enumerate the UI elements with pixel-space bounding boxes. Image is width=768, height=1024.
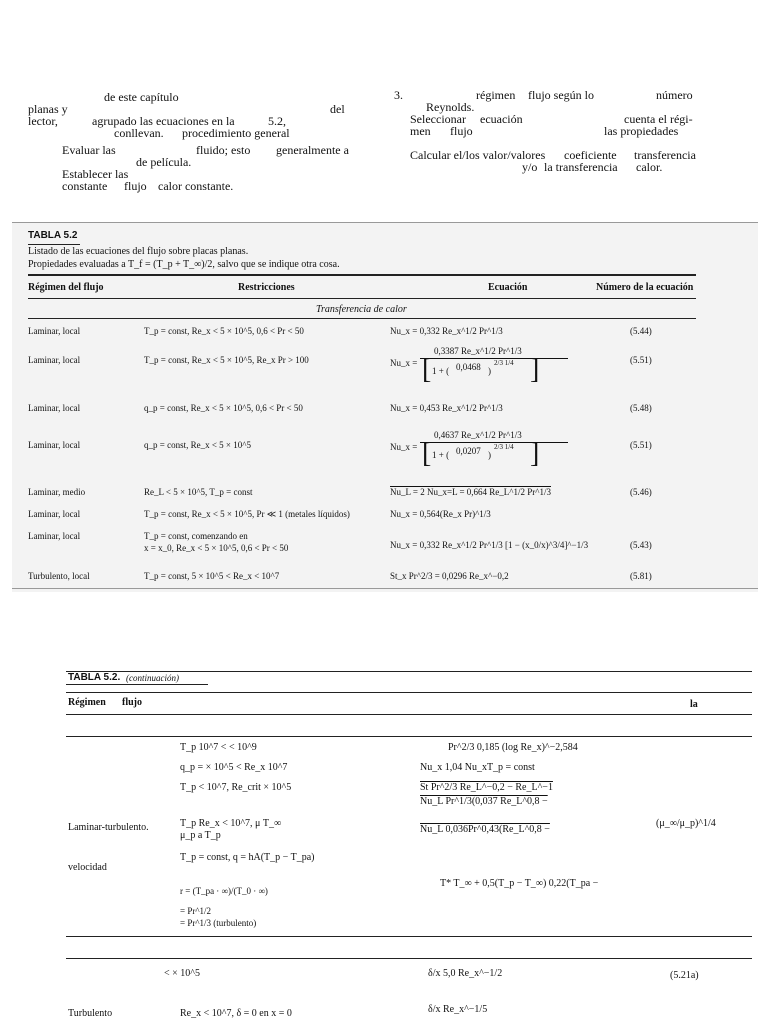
cell-regimen: Laminar, local (28, 403, 81, 413)
intro-text: planas y (28, 102, 68, 116)
cell-regimen: Laminar, local (28, 326, 81, 336)
cell-restricciones: T_p = const, Re_x < 5 × 10^5, 0,6 < Pr < 50 (144, 326, 304, 336)
cell-restricciones: r = (T_pa · ∞)/(T_0 · ∞) (180, 886, 268, 896)
column-header-regimen: Régimen del flujo (28, 282, 104, 293)
column-header-flujo: flujo (122, 697, 142, 708)
column-header-regimen: Régimen (68, 697, 106, 708)
cell-regimen: Laminar-turbulento. (68, 822, 149, 833)
cell-numero: (5.44) (630, 326, 652, 336)
cell-ecuacion: Nu_x = 0,564(Re_x Pr)^1/3 (390, 509, 491, 519)
eq-prefix: Nu_x = (390, 442, 418, 452)
cell-regimen: Laminar, medio (28, 487, 86, 497)
cell-restricciones: x = x_0, Re_x < 5 × 10^5, 0,6 < Pr < 50 (144, 543, 289, 553)
intro-text: Seleccionar (410, 112, 466, 126)
intro-text: ecuación (480, 112, 523, 126)
table-5-2: TABLA 5.2 Listado de las ecuaciones del flujo sobre placas planas. Propiedades evaluadas a T_f = (T_p + T_∞)/2, salvo que se indique otra cosa. Régimen del flujo Restricciones Ecuación Número de la ecuación Transferencia de calor Laminar, local T_p = const, Re_x < 5 × 10^5, 0,6 < Pr < 50 Nu_x = 0,332 Re_x^1/2 Pr^1/3 (5.44) Laminar, local T_p = const, Re_x < 5 × 10^5, Re_x Pr > 100 Nu_x = 0,3387 Re_x^1/2 Pr^1/3 [ 1 + ( 0,0468 ) 2/3 1/4 ] (5.51) Laminar, local q_p = const, Re_x < 5 × 10^5, 0,6 < Pr < 50 Nu_x = 0,453 Re_x^1/2 Pr^1/3 (5.48) Laminar, local q_p = const, Re_x < 5 × 10^5 Nu_x = 0,4637 Re_x^1/2 Pr^1/3 [ 1 + ( 0,0207 ) 2/3 1/4 ] (5.51) Laminar, medio Re_L < 5 × 10^5, T_p = const Nu_L = 2 Nu_x=L = 0,664 Re_L^1/2 Pr^1/3 (5.46) Laminar, local T_p = const, Re_x < 5 × 10^5, Pr ≪ 1 (metales líquidos) Nu_x = 0,564(Re_x Pr)^1/3 Laminar, local T_p = const, comenzando en x = x_0, Re_x < 5 × 10^5, 0,6 < Pr < 50 Nu_x = 0,332 Re_x^1/2 Pr^1/3 [1 − (x_0/x)^3/4]^−1/3 (5.43) Turbulento, local T_p = const, 5 × 10^5 < Re_x < 10^7 St_x Pr^2/3 = 0,0296 Re_x^−0,2 (5.81) (12, 222, 758, 592)
cell-restricciones: T_p 10^7 < < 10^9 (180, 742, 257, 753)
intro-text: constante (62, 179, 108, 193)
cell-regimen: velocidad (68, 862, 107, 873)
eq-numerator: 0,3387 Re_x^1/2 Pr^1/3 (434, 346, 522, 356)
intro-text: flujo (450, 124, 473, 138)
cell-ecuacion: Nu_L = 2 Nu_x=L = 0,664 Re_L^1/2 Pr^1/3 (390, 487, 551, 497)
eq-inner: 0,0207 (456, 446, 481, 456)
cell-restricciones: T_p < 10^7, Re_crit × 10^5 (180, 782, 292, 793)
intro-text: de este capítulo (104, 90, 179, 104)
cell-ecuacion: Nu_x = 0,453 Re_x^1/2 Pr^1/3 (390, 403, 503, 413)
cell-restricciones: Re_x < 10^7, δ = 0 en x = 0 (180, 1008, 292, 1019)
eq-prefix: Nu_x = (390, 358, 418, 368)
cell-restricciones: < × 10^5 (164, 968, 200, 979)
table-caption: Listado de las ecuaciones del flujo sobre placas planas. (28, 246, 249, 257)
intro-text: cuenta el régi- (624, 112, 693, 126)
cell-numero: (5.43) (630, 540, 652, 550)
intro-text: lector, (28, 114, 58, 128)
intro-text: 5.2, (268, 114, 286, 128)
eq-numerator: 0,4637 Re_x^1/2 Pr^1/3 (434, 430, 522, 440)
cell-ecuacion: T* T_∞ + 0,5(T_p − T_∞) 0,22(T_pa − (440, 878, 599, 889)
cell-restricciones: T_p = const, Re_x < 5 × 10^5, Pr ≪ 1 (metales líquidos) (144, 509, 350, 519)
cell-ecuacion: Pr^2/3 0,185 (log Re_x)^−2,584 (448, 742, 578, 753)
cell-ecuacion: Nu_x 1,04 Nu_xT_p = const (420, 762, 535, 773)
list-number: 3. (394, 88, 403, 102)
intro-text: agrupado las ecuaciones en la (92, 114, 235, 128)
intro-text: del (330, 102, 345, 116)
cell-regimen: Turbulento, local (28, 571, 90, 581)
cell-ecuacion: St Pr^2/3 Re_L^−0,2 − Re_L^−1 (420, 782, 553, 793)
section-title: Transferencia de calor (316, 304, 407, 315)
column-header-numero: Número de la ecuación (596, 282, 694, 293)
eq-bracket: [ (422, 354, 432, 385)
intro-text: Establecer las (62, 167, 129, 181)
cell-restricciones: = Pr^1/3 (turbulento) (180, 918, 257, 928)
cell-ecuacion: Nu_x = 0,332 Re_x^1/2 Pr^1/3 [1 − (x_0/x)^3/4]^−1/3 (390, 540, 589, 550)
intro-text: las propiedades (604, 124, 679, 138)
eq-exponent: 2/3 1/4 (494, 443, 514, 451)
cell-regimen: Laminar, local (28, 509, 81, 519)
column-header-la: la (690, 699, 698, 710)
intro-text: procedimiento general (182, 126, 290, 140)
cell-restricciones: q_p = × 10^5 < Re_x 10^7 (180, 762, 288, 773)
cell-regimen: Turbulento (68, 1008, 113, 1019)
intro-text: conllevan. (114, 126, 164, 140)
cell-ecuacion: Nu_L Pr^1/3(0,037 Re_L^0,8 − (420, 796, 548, 807)
cell-ecuacion: Nu_x = 0,332 Re_x^1/2 Pr^1/3 (390, 326, 503, 336)
cell-numero: (5.51) (630, 355, 652, 365)
intro-text: y/o (522, 160, 538, 174)
intro-text: flujo según lo (528, 88, 594, 102)
table-caption: Propiedades evaluadas a T_f = (T_p + T_∞)/2, salvo que se indique otra cosa. (28, 259, 340, 270)
intro-text: régimen (476, 88, 516, 102)
intro-text: número (656, 88, 693, 102)
column-header-ecuacion: Ecuación (488, 282, 528, 293)
intro-text: transferencia (634, 148, 696, 162)
cell-ecuacion: St_x Pr^2/3 = 0,0296 Re_x^−0,2 (390, 571, 509, 581)
intro-text: Calcular el/los valor/valores (410, 148, 546, 162)
cell-restricciones: T_p = const, q = hA(T_p − T_pa) (180, 852, 315, 863)
cell-ecuacion: δ/x Re_x^−1/5 (428, 1004, 488, 1015)
eq-exponent: 2/3 1/4 (494, 359, 514, 367)
intro-text: flujo (124, 179, 147, 193)
intro-text: calor. (636, 160, 663, 174)
cell-numero: (5.21a) (670, 970, 699, 981)
cell-restricciones: T_p = const, 5 × 10^5 < Re_x < 10^7 (144, 571, 280, 581)
cell-regimen: Laminar, local (28, 355, 81, 365)
cell-numero: (5.48) (630, 403, 652, 413)
eq-inner: 0,0468 (456, 362, 481, 372)
cell-restricciones: T_p Re_x < 10^7, μ T_∞ (180, 818, 282, 829)
cell-restricciones: = Pr^1/2 (180, 906, 212, 916)
cell-regimen: Laminar, local (28, 531, 81, 541)
table-label: TABLA 5.2 (28, 230, 78, 241)
cell-ecuacion: Nu_L 0,036Pr^0,43(Re_L^0,8 − (420, 824, 550, 835)
cell-ecuacion: δ/x 5,0 Re_x^−1/2 (428, 968, 503, 979)
cell-restricciones: T_p = const, Re_x < 5 × 10^5, Re_x Pr > 100 (144, 355, 309, 365)
column-header-restricciones: Restricciones (238, 282, 295, 293)
intro-text: men (410, 124, 431, 138)
intro-text: generalmente a (276, 143, 349, 157)
cell-numero: (5.51) (630, 440, 652, 450)
cell-numero: (5.81) (630, 571, 652, 581)
table-label: TABLA 5.2. (68, 672, 121, 683)
intro-text: de película. (136, 155, 192, 169)
intro-text: la transferencia (544, 160, 618, 174)
cell-regimen: Laminar, local (28, 440, 81, 450)
intro-text: fluido; esto (196, 143, 251, 157)
cell-restricciones: T_p = const, comenzando en (144, 531, 248, 541)
cell-restricciones: q_p = const, Re_x < 5 × 10^5 (144, 440, 251, 450)
table-continuation-note: (continuación) (126, 673, 179, 683)
cell-numero: (5.46) (630, 487, 652, 497)
cell-restricciones: q_p = const, Re_x < 5 × 10^5, 0,6 < Pr < 50 (144, 403, 303, 413)
eq-bracket: [ (422, 438, 432, 469)
intro-text: coeficiente (564, 148, 617, 162)
intro-text: Evaluar las (62, 143, 116, 157)
cell-restricciones: μ_p a T_p (180, 830, 221, 841)
cell-ecuacion: (μ_∞/μ_p)^1/4 (656, 818, 716, 829)
intro-text: calor constante. (158, 179, 234, 193)
cell-restricciones: Re_L < 5 × 10^5, T_p = const (144, 487, 253, 497)
intro-text: Reynolds. (426, 100, 475, 114)
